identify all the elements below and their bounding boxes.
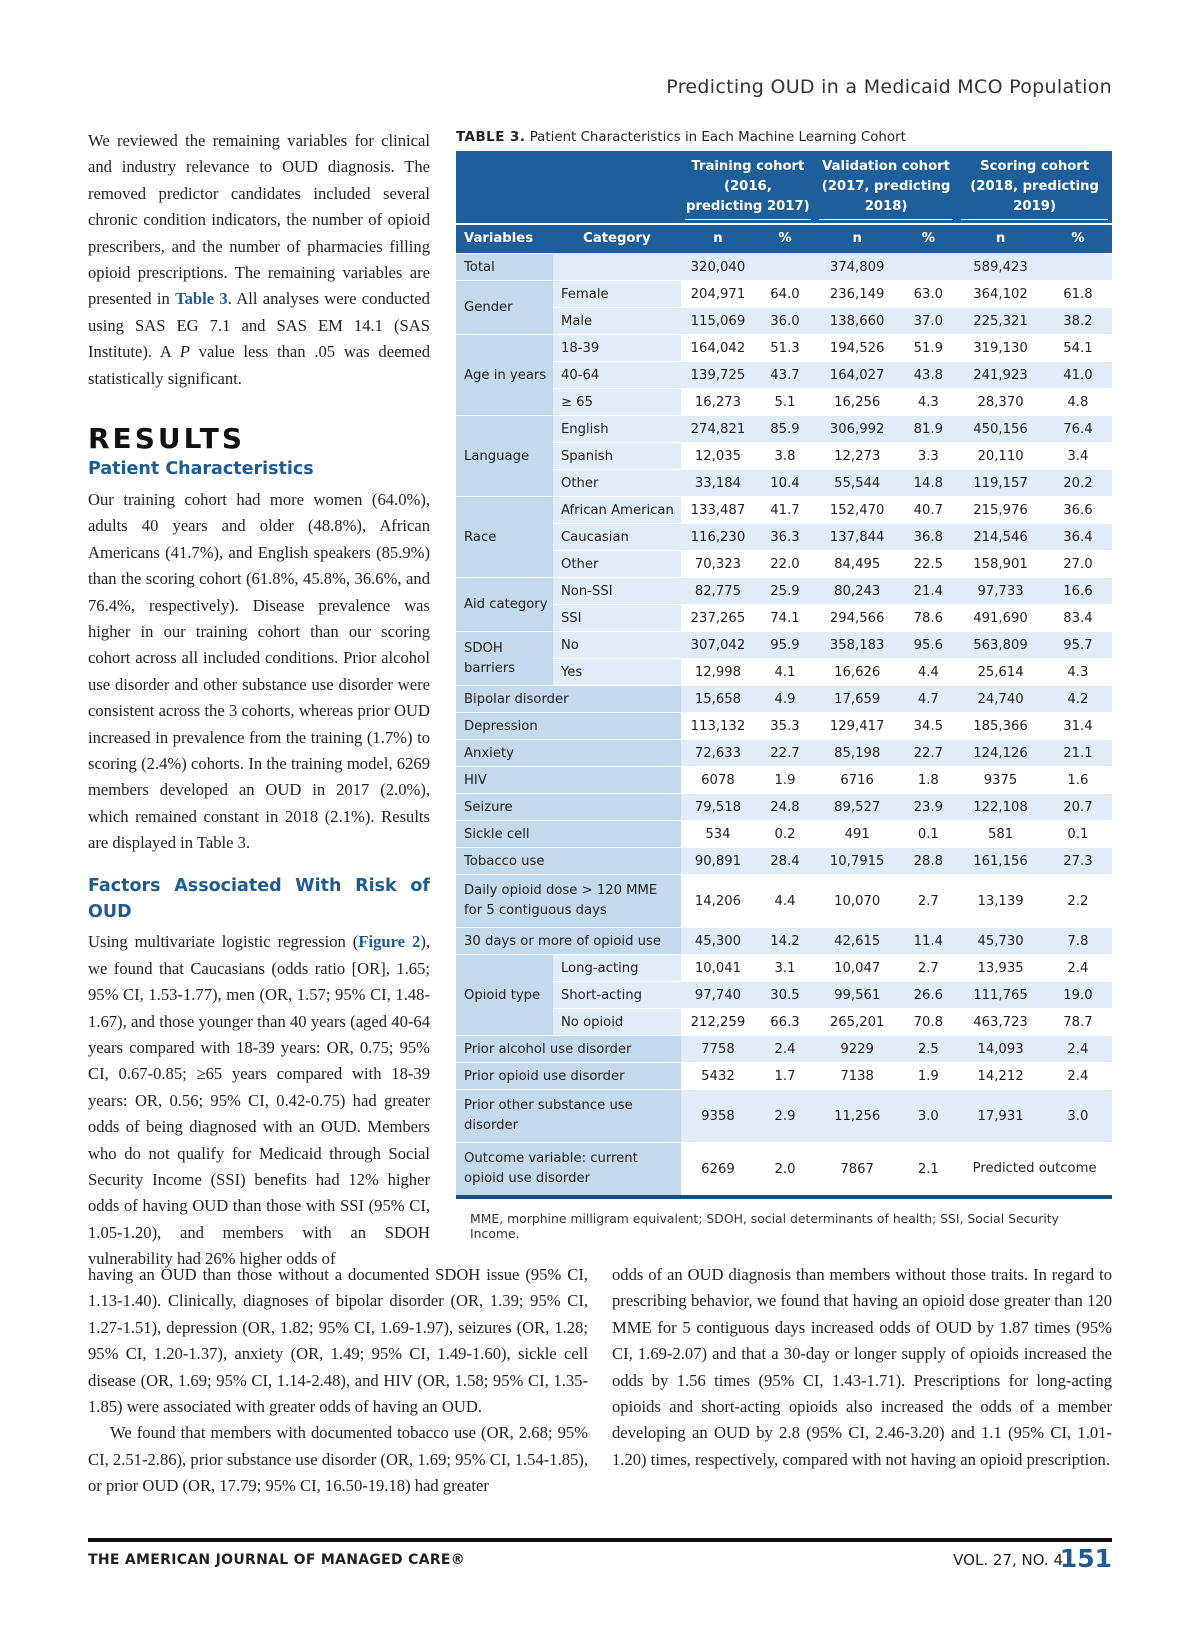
table-cell: 76.4: [1044, 416, 1112, 443]
table-cell: 6269: [681, 1143, 755, 1198]
table-cell: 9229: [815, 1036, 900, 1063]
table-cell: 212,259: [681, 1009, 755, 1036]
row-label: Male: [553, 308, 681, 335]
table-cell: 3.0: [899, 1090, 957, 1143]
row-label: Prior other substance use disorder: [456, 1090, 681, 1143]
prescribing-paragraph: odds of an OUD diagnosis than members without those traits. In regard to prescribing behavior, we found that having an opioid dose greater than 120 MME for 5 contiguous days increased odds of OUD by 1.87 times (95% CI, 1.69-2.07) and that a 30-day or longer supply of opioids increased the odds by 1.56 times (95% CI, 1.43-1.71). Prescriptions for long-acting opioids and short-acting opioids also increased the odds of a member developing an OUD by 2.8 (95% CI, 2.46-3.20) and 1.1 (95% CI, 1.01-1.20) times, respectively, compared with not having an opioid prescription.: [612, 1265, 1112, 1469]
table-cell: 5432: [681, 1063, 755, 1090]
table-cell: 99,561: [815, 982, 900, 1009]
table-row: [456, 470, 1112, 497]
training-cohort-header: Training cohort (2016, predicting 2017): [681, 151, 815, 224]
table-cell: 16,273: [681, 389, 755, 416]
table-row: [456, 308, 1112, 335]
table-cell: 36.0: [755, 308, 815, 335]
table-cell: 63.0: [899, 281, 957, 308]
table-cell: 215,976: [957, 497, 1044, 524]
table-cell: 38.2: [1044, 308, 1112, 335]
table-cell: 14,206: [681, 875, 755, 928]
table-cell: 2.1: [899, 1143, 957, 1198]
table-row: [456, 928, 1112, 955]
table-cell: 319,130: [957, 335, 1044, 362]
table-cell: 37.0: [899, 308, 957, 335]
table-row: [456, 551, 1112, 578]
table-row: [456, 497, 1112, 524]
table-cell: 4.3: [899, 389, 957, 416]
table-cell: 10,041: [681, 955, 755, 982]
table-cell: 1.8: [899, 767, 957, 794]
table-row: [456, 389, 1112, 416]
table-cell: 11.4: [899, 928, 957, 955]
table-cell: 20.2: [1044, 470, 1112, 497]
table-cell: 11,256: [815, 1090, 900, 1143]
left-column: [88, 128, 430, 1273]
table-row: [456, 955, 1112, 982]
table-cell: 22.7: [899, 740, 957, 767]
table-cell: 72,633: [681, 740, 755, 767]
table-row: [456, 1063, 1112, 1090]
table-cell: 42,615: [815, 928, 900, 955]
row-label: 40-64: [553, 362, 681, 389]
table-cell: 95.7: [1044, 632, 1112, 659]
table-cell: 137,844: [815, 524, 900, 551]
figure-2-link[interactable]: Figure 2: [358, 932, 421, 952]
table-cell: [755, 254, 815, 281]
table-cell: 95.6: [899, 632, 957, 659]
table-cell: 124,126: [957, 740, 1044, 767]
table-cell: 241,923: [957, 362, 1044, 389]
table-cell: 152,470: [815, 497, 900, 524]
table-cell: 133,487: [681, 497, 755, 524]
row-label: Long-acting: [553, 955, 681, 982]
table-cell: 5.1: [755, 389, 815, 416]
table-cell: 85,198: [815, 740, 900, 767]
scoring-cohort-header: Scoring cohort (2018, predicting 2019): [957, 151, 1112, 224]
table-cell: 4.1: [755, 659, 815, 686]
table-cell: 19.0: [1044, 982, 1112, 1009]
table-row: [456, 767, 1112, 794]
table-cell: 204,971: [681, 281, 755, 308]
risk-factors-heading: Factors Associated With Risk of OUD: [88, 875, 430, 922]
table-cell: 4.8: [1044, 389, 1112, 416]
table-cell: 158,901: [957, 551, 1044, 578]
row-label: SDOH barriers: [456, 632, 553, 686]
table-cell: 95.9: [755, 632, 815, 659]
table-row: [456, 524, 1112, 551]
table-cell: 1.9: [755, 767, 815, 794]
table-cell: 225,321: [957, 308, 1044, 335]
table-cell: 12,035: [681, 443, 755, 470]
table-cell: 15,658: [681, 686, 755, 713]
row-label: Tobacco use: [456, 848, 681, 875]
table-cell: 22.7: [755, 740, 815, 767]
table-cell: 70,323: [681, 551, 755, 578]
methods-paragraph: We reviewed the remaining variables for clinical and industry relevance to OUD diagnosis. The removed predictor candidates included several chronic condition indicators, the number of opioid prescribers, and the number of pharmacies filling opioid prescriptions. The remaining variables are presented in Table 3. All analyses were conducted using SAS EG 7.1 and SAS EM 14.1 (SAS Institute). A P value less than .05 was deemed statistically significant.: [88, 131, 431, 388]
table-cell: 78.6: [899, 605, 957, 632]
row-label: HIV: [456, 767, 681, 794]
table-cell: 14.8: [899, 470, 957, 497]
table-cell: 21.4: [899, 578, 957, 605]
table-row: [456, 659, 1112, 686]
table-cell: 40.7: [899, 497, 957, 524]
table-cell: 4.9: [755, 686, 815, 713]
table-cell: [1044, 254, 1112, 281]
table-cell: 36.8: [899, 524, 957, 551]
table-row: [456, 1143, 1112, 1198]
table-cell: 274,821: [681, 416, 755, 443]
row-label: Age in years: [456, 335, 553, 416]
table-cell: 41.7: [755, 497, 815, 524]
row-label: Depression: [456, 713, 681, 740]
table-cell: 35.3: [755, 713, 815, 740]
row-label: English: [553, 416, 681, 443]
table-cell: 25.9: [755, 578, 815, 605]
table-cell: 4.4: [755, 875, 815, 928]
table-cell: 161,156: [957, 848, 1044, 875]
table-cell: 4.7: [899, 686, 957, 713]
table-cell: 33,184: [681, 470, 755, 497]
table-cell: 236,149: [815, 281, 900, 308]
row-label: No opioid: [553, 1009, 681, 1036]
table-cell: 0.2: [755, 821, 815, 848]
table-cell: 54.1: [1044, 335, 1112, 362]
table-cell: 2.5: [899, 1036, 957, 1063]
table-cell: 0.1: [1044, 821, 1112, 848]
table-cell: 115,069: [681, 308, 755, 335]
table-row: [456, 335, 1112, 362]
tobacco-paragraph: We found that members with documented tobacco use (OR, 2.68; 95% CI, 2.51-2.86), prior substance use disorder (OR, 1.69; 95% CI, 1.54-1.85), or prior OUD (OR, 17.79; 95% CI, 16.50-19.18) had greater: [88, 1423, 588, 1496]
table-cell: 20,110: [957, 443, 1044, 470]
table-caption: TABLE 3. Patient Characteristics in Each Machine Learning Cohort: [456, 130, 906, 145]
table-row: [456, 362, 1112, 389]
table-row: [456, 740, 1112, 767]
table-cell: 3.3: [899, 443, 957, 470]
table-cell: 22.0: [755, 551, 815, 578]
table-cell: 14.2: [755, 928, 815, 955]
table-cell: 28.8: [899, 848, 957, 875]
table-cell: 4.4: [899, 659, 957, 686]
row-label: Other: [553, 551, 681, 578]
table-cell: 14,093: [957, 1036, 1044, 1063]
table-cell: 563,809: [957, 632, 1044, 659]
table-cell: 306,992: [815, 416, 900, 443]
journal-name: THE AMERICAN JOURNAL OF MANAGED CARE®: [88, 1552, 466, 1568]
table-row: [456, 875, 1112, 928]
row-label: Seizure: [456, 794, 681, 821]
bottom-right-column: [612, 1262, 1112, 1500]
table-cell: 194,526: [815, 335, 900, 362]
results-heading: RESULTS: [88, 422, 246, 456]
table-cell: 2.0: [755, 1143, 815, 1198]
table-cell: [899, 254, 957, 281]
table-cell: 23.9: [899, 794, 957, 821]
table-cell: 138,660: [815, 308, 900, 335]
table-cell: 17,659: [815, 686, 900, 713]
table-cell: 27.3: [1044, 848, 1112, 875]
table-cell: 1.9: [899, 1063, 957, 1090]
table-cell: 119,157: [957, 470, 1044, 497]
table-cell: 74.1: [755, 605, 815, 632]
table-cell: 36.6: [1044, 497, 1112, 524]
category-header: Category: [553, 224, 681, 254]
pct-header: %: [755, 224, 815, 254]
table-footnote: MME, morphine milligram equivalent; SDOH, social determinants of health; SSI, Social Security Income.: [470, 1211, 1059, 1241]
table-row: [456, 281, 1112, 308]
table-cell: 2.4: [1044, 1063, 1112, 1090]
table-cell: 185,366: [957, 713, 1044, 740]
risk-factors-paragraph: Using multivariate logistic regression (Figure 2), we found that Caucasians (odds ratio [OR], 1.65; 95% CI, 1.53-1.77), men (OR, 1.57; 95% CI, 1.48-1.67), and those younger than 40 years (aged 40-64 years compared with 18-39 years: OR, 0.75; 95% CI, 0.67-0.85; ≥65 years compared with 18-39 years: OR, 0.56; 95% CI, 0.42-0.75) had greater odds of being diagnosed with an OUD. Members who do not qualify for Medicaid through Social Security Income (SSI) benefits had 12% higher odds of having OUD than those with SSI (95% CI, 1.05-1.20), and members with an SDOH vulnerability had 26% higher odds of: [88, 932, 430, 1269]
table-cell: 81.9: [899, 416, 957, 443]
table-cell: 13,139: [957, 875, 1044, 928]
table-cell: 10,7915: [815, 848, 900, 875]
table-cell: 463,723: [957, 1009, 1044, 1036]
table-cell: 116,230: [681, 524, 755, 551]
table-cell: 111,765: [957, 982, 1044, 1009]
table-cell: 7758: [681, 1036, 755, 1063]
pct-header: %: [899, 224, 957, 254]
table-cell: 534: [681, 821, 755, 848]
table-cell: 22.5: [899, 551, 957, 578]
row-label: Bipolar disorder: [456, 686, 681, 713]
table-cell: 1.7: [755, 1063, 815, 1090]
table-cell: 51.9: [899, 335, 957, 362]
table-cell: 6716: [815, 767, 900, 794]
table-cell: 51.3: [755, 335, 815, 362]
clinical-paragraph: having an OUD than those without a documented SDOH issue (95% CI, 1.13-1.40). Clinically, diagnoses of bipolar disorder (OR, 1.39; 95% CI, 1.27-1.51), depression (OR, 1.82; 95% CI, 1.69-1.97), seizures (OR, 1.28; 95% CI, 1.20-1.37), anxiety (OR, 1.49; 95% CI, 1.49-1.60), sickle cell disease (OR, 1.69; 95% CI, 1.14-2.48), and HIV (OR, 1.58; 95% CI, 1.35-1.85) were associated with greater odds of having an OUD.: [88, 1265, 588, 1417]
row-label: 18-39: [553, 335, 681, 362]
table-cell: 265,201: [815, 1009, 900, 1036]
table-cell: 10,070: [815, 875, 900, 928]
row-label: Sickle cell: [456, 821, 681, 848]
table-cell: 2.4: [1044, 1036, 1112, 1063]
row-label: Outcome variable: current opioid use disorder: [456, 1143, 681, 1198]
table-cell: 82,775: [681, 578, 755, 605]
table-cell: 214,546: [957, 524, 1044, 551]
table-cell: 70.8: [899, 1009, 957, 1036]
footer-rule: [88, 1538, 1112, 1542]
table-row: [456, 848, 1112, 875]
table-row: [456, 416, 1112, 443]
table-cell: 97,740: [681, 982, 755, 1009]
table-cell: 2.4: [1044, 955, 1112, 982]
table-cell: 21.1: [1044, 740, 1112, 767]
predicted-outcome-cell: Predicted outcome: [957, 1143, 1112, 1198]
n-header: n: [681, 224, 755, 254]
table-cell: 41.0: [1044, 362, 1112, 389]
table-cell: 589,423: [957, 254, 1044, 281]
row-label: Non-SSI: [553, 578, 681, 605]
table-cell: 129,417: [815, 713, 900, 740]
table-cell: 6078: [681, 767, 755, 794]
table-cell: 90,891: [681, 848, 755, 875]
row-label: 30 days or more of opioid use: [456, 928, 681, 955]
table-cell: 66.3: [755, 1009, 815, 1036]
table-cell: 64.0: [755, 281, 815, 308]
row-label: Prior alcohol use disorder: [456, 1036, 681, 1063]
table-row: [456, 713, 1112, 740]
table-cell: 12,998: [681, 659, 755, 686]
table-cell: 294,566: [815, 605, 900, 632]
table-3-link[interactable]: Table 3: [175, 289, 228, 309]
table-cell: 491,690: [957, 605, 1044, 632]
table-3: [456, 130, 1112, 1241]
row-label: Yes: [553, 659, 681, 686]
table-row: [456, 254, 1112, 281]
table-cell: 31.4: [1044, 713, 1112, 740]
row-label: Other: [553, 470, 681, 497]
row-label: Gender: [456, 281, 553, 335]
table-cell: 25,614: [957, 659, 1044, 686]
table-cell: 164,042: [681, 335, 755, 362]
table-row: [456, 1090, 1112, 1143]
table-cell: 26.6: [899, 982, 957, 1009]
page-number: 151: [1059, 1544, 1112, 1573]
table-row: [456, 605, 1112, 632]
table-cell: 55,544: [815, 470, 900, 497]
table-cell: 28,370: [957, 389, 1044, 416]
table-cell: 139,725: [681, 362, 755, 389]
table-cell: 358,183: [815, 632, 900, 659]
table-cell: 0.1: [899, 821, 957, 848]
table-cell: 85.9: [755, 416, 815, 443]
table-row: [456, 1036, 1112, 1063]
table-cell: 16.6: [1044, 578, 1112, 605]
row-label: Female: [553, 281, 681, 308]
table-cell: 45,730: [957, 928, 1044, 955]
table-cell: 2.9: [755, 1090, 815, 1143]
table-cell: 3.8: [755, 443, 815, 470]
row-label: No: [553, 632, 681, 659]
table-cell: 34.5: [899, 713, 957, 740]
patient-characteristics-paragraph: Our training cohort had more women (64.0%), adults 40 years and older (48.8%), African Americans (41.7%), and English speakers (85.9%) than the scoring cohort (61.8%, 45.8%, 36.6%, and 76.4%, respectively). Disease prevalence was higher in our training cohort than our scoring cohort across all included conditions. Prior alcohol use disorder and other substance use disorder were consistent across the 3 cohorts, whereas prior OUD increased in prevalence from the training (1.7%) to scoring (2.4%) cohorts. In the training model, 6269 members developed an OUD in 2017 (2.0%), which remained constant in 2018 (2.1%). Results are displayed in Table 3.: [88, 489, 430, 853]
row-label: Spanish: [553, 443, 681, 470]
table-cell: 36.3: [755, 524, 815, 551]
table-cell: 16,256: [815, 389, 900, 416]
table-cell: 36.4: [1044, 524, 1112, 551]
running-head: Predicting OUD in a Medicaid MCO Population: [666, 76, 1112, 98]
table-cell: 79,518: [681, 794, 755, 821]
table-cell: 2.7: [899, 955, 957, 982]
table-cell: 30.5: [755, 982, 815, 1009]
table-cell: 307,042: [681, 632, 755, 659]
table-cell: 80,243: [815, 578, 900, 605]
table-cell: 164,027: [815, 362, 900, 389]
row-label: Opioid type: [456, 955, 553, 1036]
table-cell: 24,740: [957, 686, 1044, 713]
row-label: Short-acting: [553, 982, 681, 1009]
table-cell: 45,300: [681, 928, 755, 955]
table-cell: 1.6: [1044, 767, 1112, 794]
row-label: African American: [553, 497, 681, 524]
table-row: [456, 686, 1112, 713]
table-cell: 12,273: [815, 443, 900, 470]
table-cell: 83.4: [1044, 605, 1112, 632]
table-row: [456, 1009, 1112, 1036]
table-cell: 7.8: [1044, 928, 1112, 955]
table-cell: 4.3: [1044, 659, 1112, 686]
table-cell: 43.8: [899, 362, 957, 389]
variables-header: Variables: [456, 224, 553, 254]
table-cell: 84,495: [815, 551, 900, 578]
table-cell: 581: [957, 821, 1044, 848]
table-row: [456, 632, 1112, 659]
row-label: Total: [456, 254, 553, 281]
table-cell: 78.7: [1044, 1009, 1112, 1036]
bottom-text: [88, 1262, 1112, 1500]
table-cell: 3.0: [1044, 1090, 1112, 1143]
row-label: Anxiety: [456, 740, 681, 767]
n-header: n: [815, 224, 900, 254]
row-label: Race: [456, 497, 553, 578]
table-cell: 43.7: [755, 362, 815, 389]
table-cell: 9358: [681, 1090, 755, 1143]
row-label: Aid category: [456, 578, 553, 632]
patient-characteristics-table: [456, 151, 1112, 1199]
table-row: [456, 982, 1112, 1009]
row-label: ≥ 65: [553, 389, 681, 416]
table-cell: 10,047: [815, 955, 900, 982]
table-cell: 17,931: [957, 1090, 1044, 1143]
table-cell: 7138: [815, 1063, 900, 1090]
row-label: [553, 254, 681, 281]
table-cell: 13,935: [957, 955, 1044, 982]
table-cell: 14,212: [957, 1063, 1044, 1090]
table-cell: 24.8: [755, 794, 815, 821]
table-cell: 2.2: [1044, 875, 1112, 928]
table-cell: 10.4: [755, 470, 815, 497]
table-cell: 3.1: [755, 955, 815, 982]
table-cell: 89,527: [815, 794, 900, 821]
n-header: n: [957, 224, 1044, 254]
table-cell: 27.0: [1044, 551, 1112, 578]
table-cell: 320,040: [681, 254, 755, 281]
row-label: Daily opioid dose > 120 MME for 5 contiguous days: [456, 875, 681, 928]
table-cell: 9375: [957, 767, 1044, 794]
table-cell: 364,102: [957, 281, 1044, 308]
table-cell: 122,108: [957, 794, 1044, 821]
table-cell: 450,156: [957, 416, 1044, 443]
table-cell: 491: [815, 821, 900, 848]
row-label: Prior opioid use disorder: [456, 1063, 681, 1090]
table-cell: 2.4: [755, 1036, 815, 1063]
row-label: Caucasian: [553, 524, 681, 551]
table-cell: 97,733: [957, 578, 1044, 605]
row-label: Language: [456, 416, 553, 497]
table-cell: 7867: [815, 1143, 900, 1198]
table-cell: 61.8: [1044, 281, 1112, 308]
validation-cohort-header: Validation cohort (2017, predicting 2018): [815, 151, 957, 224]
table-cell: 4.2: [1044, 686, 1112, 713]
table-cell: 2.7: [899, 875, 957, 928]
table-cell: 374,809: [815, 254, 900, 281]
table-cell: 237,265: [681, 605, 755, 632]
table-row: [456, 443, 1112, 470]
bottom-left-column: [88, 1262, 588, 1500]
table-cell: 113,132: [681, 713, 755, 740]
pct-header: %: [1044, 224, 1112, 254]
table-row: [456, 821, 1112, 848]
table-cell: 3.4: [1044, 443, 1112, 470]
volume-issue: VOL. 27, NO. 4: [953, 1551, 1063, 1569]
table-cell: 20.7: [1044, 794, 1112, 821]
table-cell: 16,626: [815, 659, 900, 686]
table-row: [456, 578, 1112, 605]
table-row: [456, 794, 1112, 821]
table-cell: 28.4: [755, 848, 815, 875]
row-label: SSI: [553, 605, 681, 632]
patient-characteristics-heading: Patient Characteristics: [88, 459, 314, 480]
